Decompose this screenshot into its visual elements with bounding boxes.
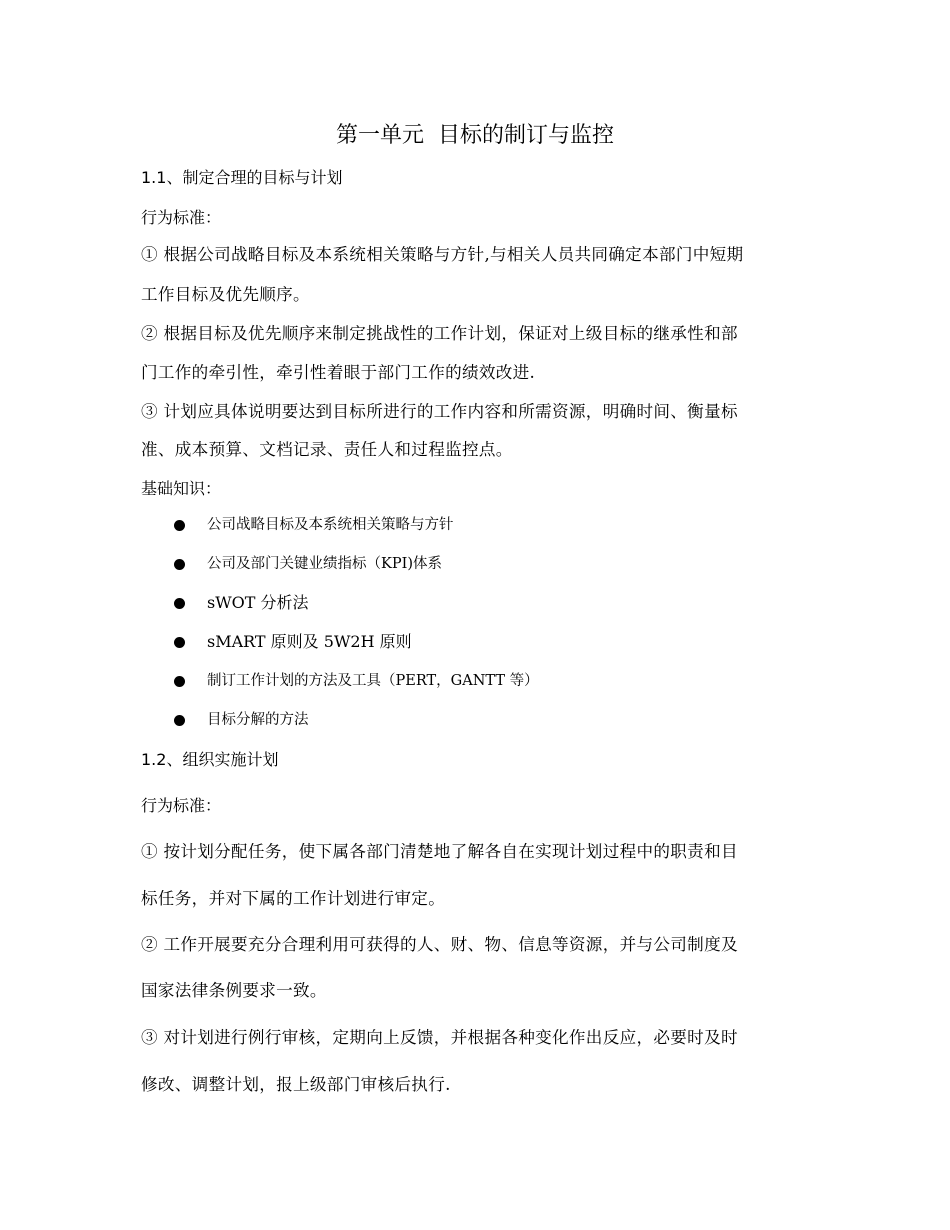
bullet-icon bbox=[174, 715, 185, 726]
paragraph-line: 准、成本预算、文档记录、责任人和过程监控点。 bbox=[141, 440, 513, 459]
paragraph-line: 修改、调整计划，报上级部门审核后执行. bbox=[141, 1075, 451, 1094]
list-item-text: 公司战略目标及本系统相关策略与方针 bbox=[207, 517, 454, 533]
paragraph-line: 标任务，并对下属的工作计划进行审定。 bbox=[141, 889, 446, 908]
paragraph-line: 国家法律条例要求一致。 bbox=[141, 981, 327, 1000]
paragraph-line: 工作目标及优先顺序。 bbox=[141, 285, 310, 304]
list-item-text: 目标分解的方法 bbox=[207, 712, 309, 728]
standards-label-1-2: 行为标准： bbox=[141, 796, 222, 815]
page-title bbox=[0, 118, 950, 149]
paragraph-line: ① 根据公司战略目标及本系统相关策略与方针,与相关人员共同确定本部门中短期 bbox=[141, 245, 744, 264]
unit-label: 第一单元 bbox=[335, 123, 424, 148]
paragraph-line: ③ 计划应具体说明要达到目标所进行的工作内容和所需资源，明确时间、衡量标 bbox=[141, 402, 738, 421]
section-heading-1-2: 1.2、组织实施计划 bbox=[141, 750, 279, 769]
bullet-icon bbox=[174, 598, 185, 609]
standards-label-1-1: 行为标准： bbox=[141, 208, 222, 227]
bullet-icon bbox=[174, 559, 185, 570]
knowledge-label: 基础知识： bbox=[141, 479, 222, 498]
paragraph-line: 门工作的牵引性，牵引性着眼于部门工作的绩效改进. bbox=[141, 363, 536, 382]
list-item-text: sMART 原则及 5W2H 原则 bbox=[207, 632, 412, 651]
unit-subject: 目标的制订与监控 bbox=[438, 123, 615, 148]
paragraph-line: ③ 对计划进行例行审核，定期向上反馈，并根据各种变化作出反应，必要时及时 bbox=[141, 1028, 738, 1047]
bullet-icon bbox=[174, 520, 185, 531]
bullet-icon bbox=[174, 637, 185, 648]
list-item-text: sWOT 分析法 bbox=[207, 593, 309, 612]
list-item-text: 制订工作计划的方法及工具（PERT，GANTT 等） bbox=[207, 673, 539, 689]
list-item-text: 公司及部门关键业绩指标（KPI)体系 bbox=[207, 556, 442, 572]
section-heading-1-1: 1.1、制定合理的目标与计划 bbox=[141, 168, 343, 187]
paragraph-line: ② 根据目标及优先顺序来制定挑战性的工作计划，保证对上级目标的继承性和部 bbox=[141, 324, 738, 343]
bullet-icon bbox=[174, 676, 185, 687]
paragraph-line: ① 按计划分配任务，使下属各部门清楚地了解各自在实现计划过程中的职责和目 bbox=[141, 842, 738, 861]
paragraph-line: ② 工作开展要充分合理利用可获得的人、财、物、信息等资源，并与公司制度及 bbox=[141, 935, 738, 954]
